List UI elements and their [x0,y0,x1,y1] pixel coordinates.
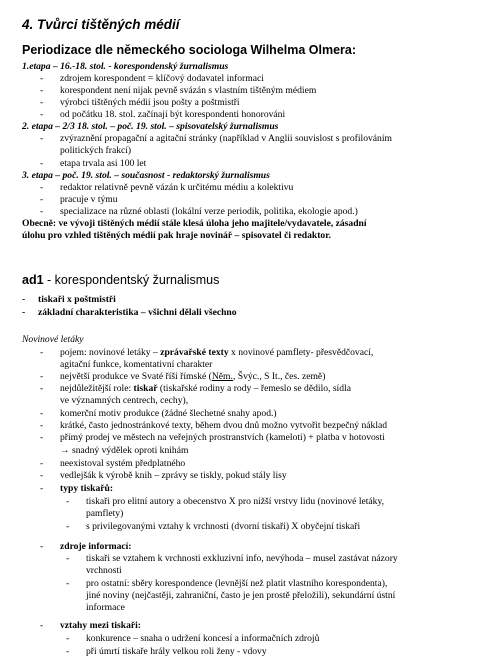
novinove-item: přímý prodej ve městech na veřejných prostranstvích (kameloti) + platba v hotovosti [60,432,385,443]
bullet-dash: - [66,521,70,532]
etapa-3-label: 3. etapa – poč. 19. stol. – současnost - redaktorský žurnalismus [22,170,270,181]
zdroje-item: informace [86,602,125,613]
bullet-dash: - [40,420,44,431]
section-prefix: ad1 [22,273,44,287]
etapa-1-label: 1.etapa – 16.-18. stol. - korespondenský žurnalismus [22,61,229,72]
etapa-1-item: od počátku 18. stol. začínají být korespondenti honorováni [60,109,286,120]
novinove-item: komerční motiv produkce (žádné šlechetné snahy apod.) [60,408,277,419]
novinove-item: agitační funkce, komentativní charakter [60,359,213,370]
etapa-1-item: korespondent není nijak pevně svázán s vlastním tištěným médiem [60,85,317,96]
bullet-dash: - [40,85,44,96]
page-title: 4. Tvůrci tištěných médií [22,17,180,32]
etapa-2-label: 2. etapa – 2/3 18. stol. – poč. 19. stol. – spisovatelský žurnalismus [22,121,279,132]
novinove-item: pojem: novinové letáky – zprávařské texty x novinové pamflety- přesvědčovací, [60,347,374,358]
bullet-dash: - [40,483,44,494]
etapa-1-item: zdrojem korespondent = klíčový dodavatel informaci [60,73,264,84]
novinove-heading: Novinové letáky [22,334,84,345]
bullet-dash: - [40,133,44,144]
typy-item: pamflety) [86,508,124,519]
zdroje-item: vrchnosti [86,565,122,576]
bullet-dash: - [40,541,44,552]
novinove-item: největší produkce ve Svaté říši římské (Něm., Švýc., S It., čes. země) [60,371,326,382]
zdroje-item: tiskaři se vztahem k vrchnosti exkluzivní info, nevýhoda – musel zastávat názory [86,553,398,564]
etapa-3-item: specializace na různé oblasti (lokální verze periodik, politika, ekologie apod.) [60,206,358,217]
zdroje-item: jiné noviny (nejčastěji, zahraniční, často je jen prostě přeložili), sekundární ústní [86,590,396,601]
top-item: základní charakteristika – všichni dělali všechno [38,307,237,318]
vztahy-item: při úmrtí tiskaře hrály velkou roli ženy - vdovy [86,646,267,657]
bullet-dash: - [66,578,70,589]
novinove-item: vedlejšák k výrobě knih – zprávy se tiskly, pokud stály lisy [60,470,287,481]
vztahy-label: vztahy mezi tiskaři: [60,620,141,631]
bullet-dash: - [40,158,44,169]
periodization-heading: Periodizace dle německého sociologa Wilhelma Olmera: [22,43,357,57]
novinove-item: nejdůležitější role: tiskař (tiskařské rodiny a rody – řemeslo se dědilo, sídla [60,383,351,394]
bullet-dash: - [40,432,44,443]
bullet-dash: - [40,458,44,469]
bullet-dash: - [22,294,26,305]
bullet-dash: - [66,496,70,507]
zdroje-label: zdroje informací: [60,541,132,552]
section-heading [22,273,219,287]
bullet-dash: - [40,97,44,108]
bullet-dash: - [40,347,44,358]
bullet-dash: - [40,73,44,84]
top-item: tiskaři x poštmistři [38,294,116,305]
section-title: - korespondentský žurnalismus [43,273,220,287]
etapa-2-item: politických frakcí) [60,145,132,156]
etapa-3-item: redaktor relativně pevně vázán k určitému médiu a kolektivu [60,182,294,193]
bullet-dash: - [66,633,70,644]
bullet-dash: - [40,408,44,419]
typy-item: tiskaři pro elitní autory a obecenstvo X pro nižší vrstvy lidu (novinové letáky, [86,496,385,507]
bullet-dash: - [40,620,44,631]
novinove-item: krátké, často jednostránkové texty, během dvou dnů možno vytvořit bezpečný náklad [60,420,388,431]
etapa-1-item: výrobci tištěných médií jsou pošty a poštmistři [60,97,240,108]
vztahy-item: konkurence – snaha o udržení koncesí a informačních zdrojů [86,633,320,644]
zdroje-item: pro ostatní: sběry korespondence (levnější než platit vlastního korespondenta), [86,578,388,589]
novinove-item: ve významných centrech, cechy), [60,395,189,406]
novinove-item: → snadný výdělek oproti knihám [60,445,189,456]
bullet-dash: - [40,470,44,481]
etapa-2-item: etapa trvala asi 100 let [60,158,147,169]
etapa-3-item: pracuje v týmu [60,194,118,205]
summary-line: úlohu pro vzhled tištěných médií pak hraje novinář – spisovatel či redaktor. [22,230,331,241]
typy-item: s privilegovanými vztahy k vrchnosti (dvorní tiskaři) X obyčejní tiskaři [86,521,361,532]
bullet-dash: - [40,194,44,205]
bullet-dash: - [66,646,70,657]
bullet-dash: - [22,307,26,318]
bullet-dash: - [66,553,70,564]
bullet-dash: - [40,206,44,217]
bullet-dash: - [40,383,44,394]
bullet-dash: - [40,371,44,382]
typy-label: typy tiskařů: [60,483,114,494]
novinove-item: neexistoval systém předplatného [60,458,186,469]
etapa-2-item: zvýraznění propagační a agitační stránky (například v Anglii souvislost s profilováním [60,133,392,144]
bullet-dash: - [40,109,44,120]
bullet-dash: - [40,182,44,193]
summary-line: Obecně: ve vývoji tištěných médií stále klesá úloha jeho majitele/vydavatele, zásadní [22,218,367,229]
